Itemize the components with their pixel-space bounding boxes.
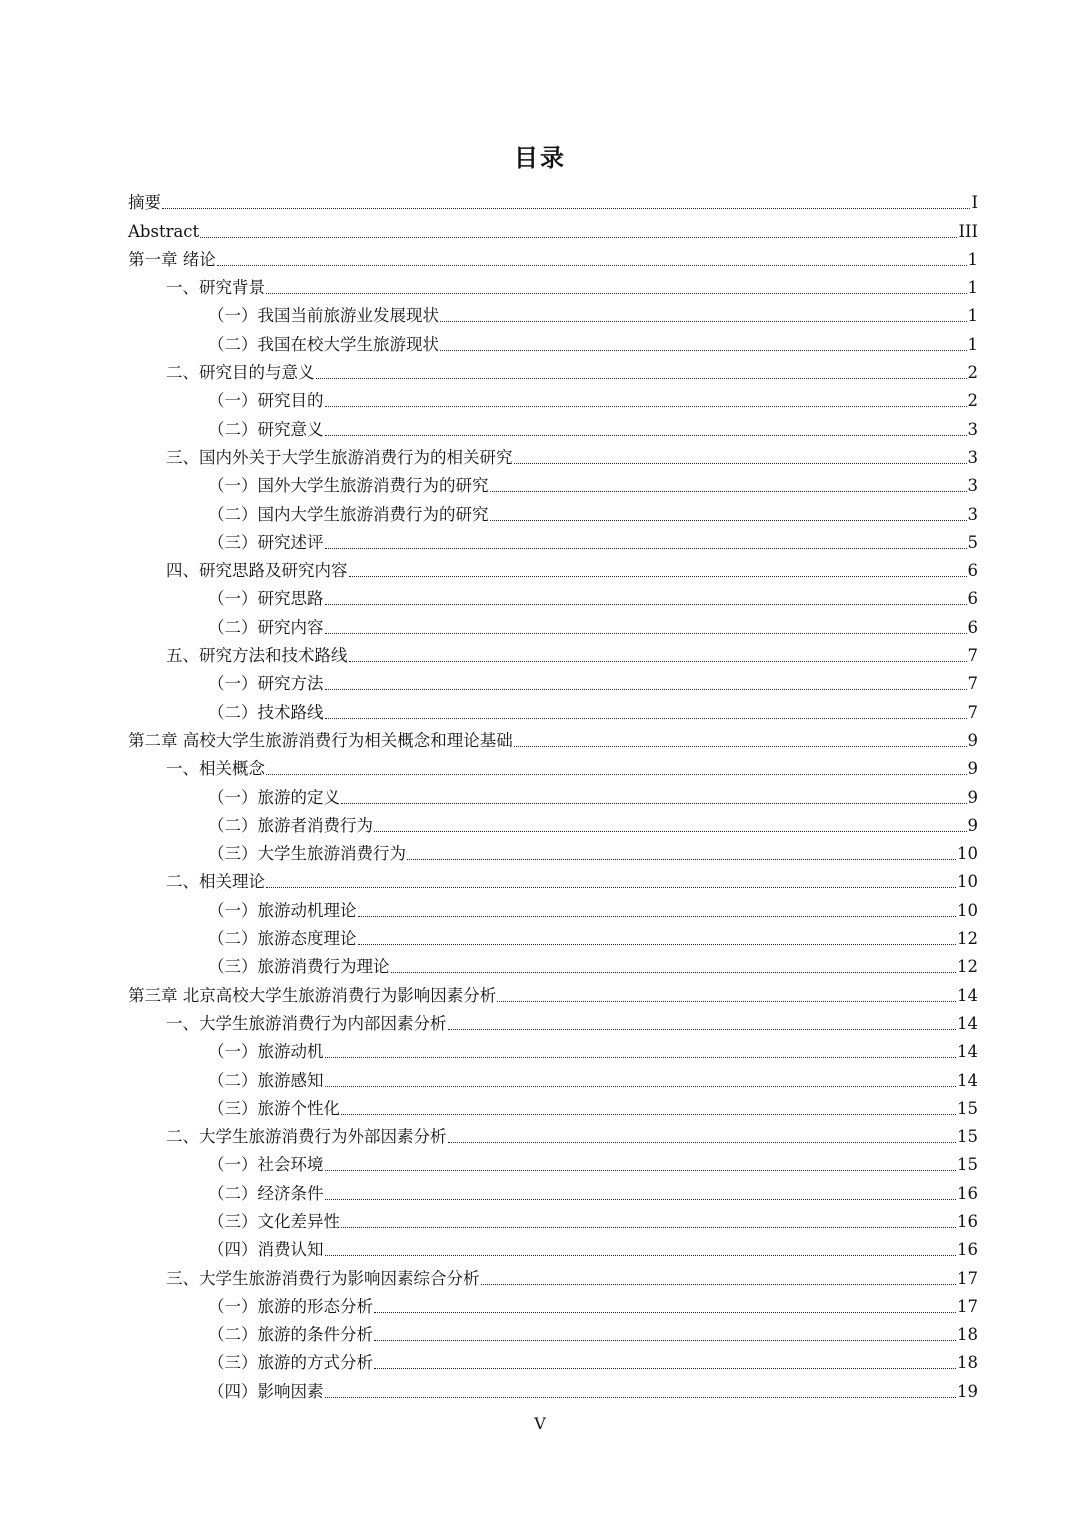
- toc-entry-page: 14: [957, 1042, 978, 1062]
- page-title: 目录: [514, 143, 566, 172]
- toc-entry-page: III: [958, 221, 978, 241]
- toc-entry-title: （三）文化差异性: [208, 1211, 340, 1231]
- toc-entry-title: 摘要: [128, 193, 161, 213]
- toc-dot-leader: [325, 1057, 957, 1058]
- toc-entry[interactable]: [128, 553, 978, 581]
- toc-entry-title: （二）旅游感知: [208, 1070, 324, 1090]
- toc-entry-title: 二、大学生旅游消费行为外部因素分析: [166, 1127, 447, 1147]
- toc-entry[interactable]: [128, 1006, 978, 1034]
- toc-dot-leader: [325, 689, 967, 690]
- toc-entry-title: （二）旅游的条件分析: [208, 1325, 373, 1345]
- toc-entry[interactable]: [128, 808, 978, 836]
- toc-dot-leader: [325, 548, 967, 549]
- toc-dot-leader: [481, 1284, 957, 1285]
- toc-dot-leader: [349, 576, 967, 577]
- toc-entry-title: （四）影响因素: [208, 1381, 324, 1401]
- toc-dot-leader: [440, 350, 967, 351]
- toc-entry-page: 9: [967, 815, 978, 835]
- toc-entry[interactable]: [128, 383, 978, 411]
- toc-entry-title: （一）旅游动机: [208, 1042, 324, 1062]
- toc-entry-page: 15: [957, 1098, 978, 1118]
- toc-entry[interactable]: [128, 185, 978, 213]
- toc-entry[interactable]: [128, 213, 978, 241]
- toc-entry[interactable]: [128, 1289, 978, 1317]
- toc-entry-page: 6: [967, 617, 978, 637]
- toc-entry-page: 17: [957, 1296, 978, 1316]
- toc-dot-leader: [325, 1397, 957, 1398]
- toc-entry-title: 第一章 绪论: [128, 249, 216, 269]
- toc-dot-leader: [448, 1029, 957, 1030]
- toc-entry-title: （二）国内大学生旅游消费行为的研究: [208, 504, 489, 524]
- toc-entry-page: 15: [957, 1127, 978, 1147]
- toc-entry-page: 1: [967, 306, 978, 326]
- toc-entry-title: （一）旅游动机理论: [208, 900, 357, 920]
- toc-entry-page: 6: [967, 561, 978, 581]
- toc-entry-title: 第三章 北京高校大学生旅游消费行为影响因素分析: [128, 985, 497, 1005]
- toc-dot-leader: [266, 293, 967, 294]
- toc-entry[interactable]: [128, 355, 978, 383]
- toc-entry-page: 3: [967, 447, 978, 467]
- toc-dot-leader: [266, 774, 967, 775]
- toc-entry-page: 6: [967, 589, 978, 609]
- toc-dot-leader: [217, 265, 967, 266]
- toc-entry-page: 19: [957, 1381, 978, 1401]
- toc-entry[interactable]: [128, 468, 978, 496]
- toc-entry-title: （一）研究方法: [208, 674, 324, 694]
- toc-entry[interactable]: [128, 723, 978, 751]
- toc-dot-leader: [490, 491, 967, 492]
- toc-entry-title: 第二章 高校大学生旅游消费行为相关概念和理论基础: [128, 730, 513, 750]
- toc-entry-title: （一）旅游的形态分析: [208, 1296, 373, 1316]
- toc-entry-page: 18: [957, 1353, 978, 1373]
- toc-dot-leader: [407, 859, 956, 860]
- toc-entry-title: 三、大学生旅游消费行为影响因素综合分析: [166, 1268, 480, 1288]
- toc-entry-title: （一）研究思路: [208, 589, 324, 609]
- toc-entry[interactable]: [128, 1091, 978, 1119]
- toc-entry[interactable]: [128, 609, 978, 637]
- toc-entry-page: 7: [967, 674, 978, 694]
- toc-dot-leader: [374, 1312, 956, 1313]
- toc-dot-leader: [358, 916, 957, 917]
- toc-dot-leader: [325, 604, 967, 605]
- toc-entry-page: 9: [967, 730, 978, 750]
- toc-entry-title: （一）我国当前旅游业发展现状: [208, 306, 439, 326]
- toc-entry-page: 1: [967, 334, 978, 354]
- toc-entry[interactable]: [128, 242, 978, 270]
- toc-entry-title: （二）旅游者消费行为: [208, 815, 373, 835]
- toc-dot-leader: [200, 237, 957, 238]
- toc-dot-leader: [325, 1255, 957, 1256]
- toc-entry-title: （三）旅游个性化: [208, 1098, 340, 1118]
- toc-entry-page: 12: [957, 929, 978, 949]
- toc-entry[interactable]: [128, 1119, 978, 1147]
- toc-entry-page: 2: [967, 391, 978, 411]
- toc-entry-title: （一）社会环境: [208, 1155, 324, 1175]
- toc-entry-page: 10: [957, 844, 978, 864]
- toc-dot-leader: [316, 378, 967, 379]
- toc-entry-title: 一、研究背景: [166, 278, 265, 298]
- table-of-contents: [128, 185, 978, 1402]
- toc-entry-title: （三）旅游的方式分析: [208, 1353, 373, 1373]
- toc-entry[interactable]: [128, 298, 978, 326]
- toc-dot-leader: [349, 661, 967, 662]
- toc-entry-title: Abstract: [128, 221, 200, 241]
- toc-dot-leader: [514, 463, 967, 464]
- toc-entry-page: 17: [957, 1268, 978, 1288]
- toc-entry-title: 一、大学生旅游消费行为内部因素分析: [166, 1013, 447, 1033]
- toc-dot-leader: [374, 1368, 956, 1369]
- toc-entry[interactable]: [128, 751, 978, 779]
- toc-dot-leader: [341, 1114, 956, 1115]
- toc-entry[interactable]: [128, 581, 978, 609]
- toc-entry-title: （二）研究内容: [208, 617, 324, 637]
- toc-entry-page: I: [971, 193, 978, 213]
- toc-entry-page: 18: [957, 1325, 978, 1345]
- toc-entry-title: （三）旅游消费行为理论: [208, 957, 390, 977]
- toc-entry[interactable]: [128, 694, 978, 722]
- toc-entry[interactable]: [128, 1373, 978, 1401]
- toc-entry-page: 14: [957, 1013, 978, 1033]
- toc-entry-page: 3: [967, 476, 978, 496]
- toc-entry-page: 15: [957, 1155, 978, 1175]
- toc-entry-title: （四）消费认知: [208, 1240, 324, 1260]
- toc-dot-leader: [358, 944, 957, 945]
- toc-entry-page: 7: [967, 702, 978, 722]
- toc-dot-leader: [325, 435, 967, 436]
- toc-entry-page: 9: [967, 787, 978, 807]
- toc-entry-page: 1: [967, 249, 978, 269]
- toc-entry-title: 四、研究思路及研究内容: [166, 561, 348, 581]
- toc-entry-page: 1: [967, 278, 978, 298]
- toc-entry[interactable]: [128, 1175, 978, 1203]
- toc-dot-leader: [514, 746, 967, 747]
- toc-dot-leader: [325, 1170, 957, 1171]
- toc-entry-title: 一、相关概念: [166, 759, 265, 779]
- toc-dot-leader: [341, 803, 967, 804]
- toc-entry[interactable]: [128, 836, 978, 864]
- toc-entry-page: 3: [967, 419, 978, 439]
- toc-entry[interactable]: [128, 1232, 978, 1260]
- footer-page-number: V: [534, 1414, 546, 1433]
- toc-entry-title: 三、国内外关于大学生旅游消费行为的相关研究: [166, 447, 513, 467]
- toc-dot-leader: [374, 831, 967, 832]
- toc-entry[interactable]: [128, 949, 978, 977]
- toc-entry-title: （二）研究意义: [208, 419, 324, 439]
- toc-dot-leader: [162, 208, 970, 209]
- toc-entry[interactable]: [128, 496, 978, 524]
- toc-entry[interactable]: [128, 864, 978, 892]
- toc-entry-title: （三）大学生旅游消费行为: [208, 844, 406, 864]
- toc-entry[interactable]: [128, 270, 978, 298]
- toc-entry-title: （一）国外大学生旅游消费行为的研究: [208, 476, 489, 496]
- toc-entry-title: （二）技术路线: [208, 702, 324, 722]
- toc-entry-page: 16: [957, 1183, 978, 1203]
- toc-entry-page: 5: [967, 532, 978, 552]
- toc-entry-title: （二）经济条件: [208, 1183, 324, 1203]
- toc-entry-title: （三）研究述评: [208, 532, 324, 552]
- toc-dot-leader: [325, 718, 967, 719]
- toc-entry-page: 9: [967, 759, 978, 779]
- toc-entry-title: （一）研究目的: [208, 391, 324, 411]
- toc-dot-leader: [391, 972, 957, 973]
- toc-entry-page: 16: [957, 1211, 978, 1231]
- toc-entry[interactable]: [128, 1345, 978, 1373]
- toc-entry[interactable]: [128, 1260, 978, 1288]
- toc-dot-leader: [325, 406, 967, 407]
- toc-entry[interactable]: [128, 1317, 978, 1345]
- toc-entry-title: （一）旅游的定义: [208, 787, 340, 807]
- toc-dot-leader: [490, 520, 967, 521]
- toc-dot-leader: [448, 1142, 957, 1143]
- toc-dot-leader: [325, 633, 967, 634]
- toc-entry-title: 五、研究方法和技术路线: [166, 646, 348, 666]
- toc-entry-title: （二）旅游态度理论: [208, 929, 357, 949]
- toc-entry[interactable]: [128, 1204, 978, 1232]
- toc-dot-leader: [341, 1227, 956, 1228]
- toc-dot-leader: [266, 887, 956, 888]
- toc-dot-leader: [374, 1340, 956, 1341]
- toc-entry-page: 10: [957, 900, 978, 920]
- toc-entry-page: 14: [957, 1070, 978, 1090]
- toc-entry[interactable]: [128, 1034, 978, 1062]
- toc-entry-title: 二、相关理论: [166, 872, 265, 892]
- toc-dot-leader: [497, 1001, 956, 1002]
- toc-entry[interactable]: [128, 921, 978, 949]
- toc-entry-page: 2: [967, 363, 978, 383]
- toc-entry-title: （二）我国在校大学生旅游现状: [208, 334, 439, 354]
- toc-entry-title: 二、研究目的与意义: [166, 363, 315, 383]
- toc-entry[interactable]: [128, 411, 978, 439]
- toc-dot-leader: [325, 1199, 957, 1200]
- toc-entry[interactable]: [128, 525, 978, 553]
- toc-entry[interactable]: [128, 1147, 978, 1175]
- toc-entry[interactable]: [128, 638, 978, 666]
- toc-dot-leader: [440, 321, 967, 322]
- toc-entry-page: 7: [967, 646, 978, 666]
- toc-entry[interactable]: [128, 977, 978, 1005]
- toc-entry[interactable]: [128, 892, 978, 920]
- toc-entry-page: 14: [957, 985, 978, 1005]
- toc-entry[interactable]: [128, 1062, 978, 1090]
- toc-entry-page: 3: [967, 504, 978, 524]
- toc-entry[interactable]: [128, 779, 978, 807]
- toc-entry-page: 16: [957, 1240, 978, 1260]
- toc-entry-page: 12: [957, 957, 978, 977]
- toc-entry[interactable]: [128, 326, 978, 354]
- toc-dot-leader: [325, 1086, 957, 1087]
- toc-entry-page: 10: [957, 872, 978, 892]
- toc-entry[interactable]: [128, 440, 978, 468]
- toc-entry[interactable]: [128, 666, 978, 694]
